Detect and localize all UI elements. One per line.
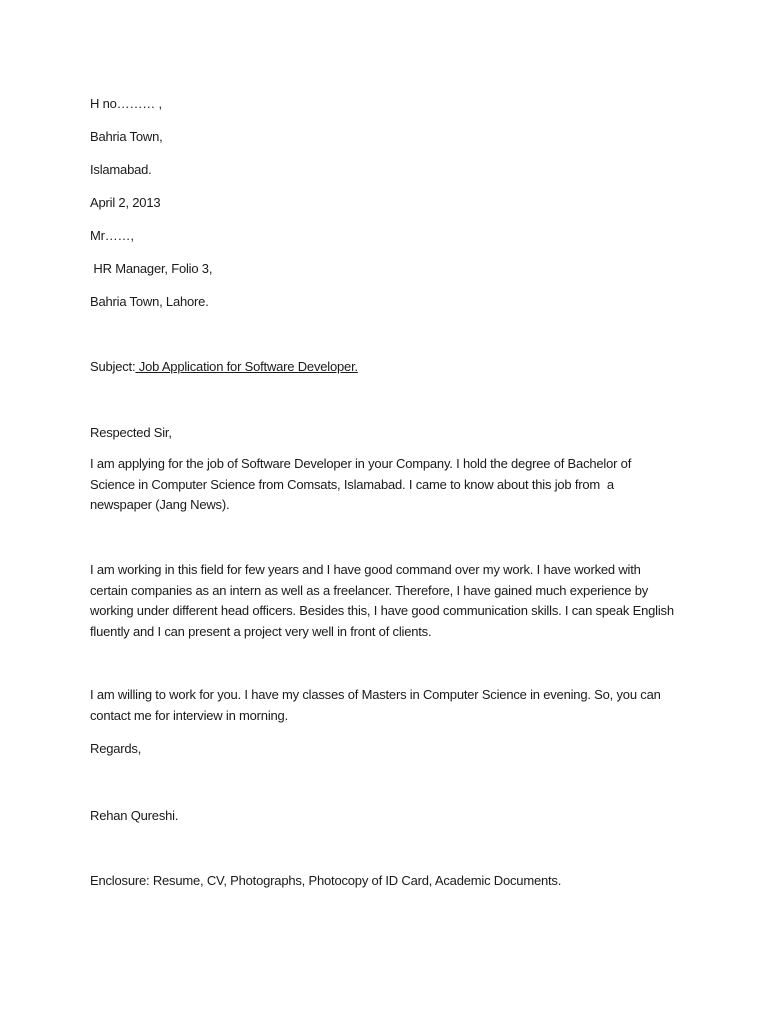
letter-date: April 2, 2013 bbox=[90, 195, 161, 210]
paragraph-line: fluently and I can present a project very well in front of clients. bbox=[90, 623, 432, 639]
recipient-name: Mr……, bbox=[90, 228, 134, 243]
sender-house: H no……… , bbox=[90, 96, 162, 111]
paragraph-line: certain companies as an intern as well as a freelancer. Therefore, I have gained much experience by bbox=[90, 582, 649, 598]
paragraph-line: I am applying for the job of Software Developer in your Company. I hold the degree of Bachelor of bbox=[90, 456, 632, 471]
recipient-address: Bahria Town, Lahore. bbox=[90, 294, 209, 309]
paragraph-line: I am willing to work for you. I have my classes of Masters in Computer Science in evening. So, you can bbox=[90, 687, 661, 702]
paragraph-line: Science in Computer Science from Comsats, Islamabad. I came to know about this job from a bbox=[90, 476, 614, 492]
body-paragraph-3 bbox=[90, 685, 680, 726]
paragraph-line: working under different head officers. Besides this, I have good communication skills. I can speak English bbox=[90, 603, 674, 618]
subject-line bbox=[90, 357, 358, 377]
paragraph-line: newspaper (Jang News). bbox=[90, 497, 230, 512]
salutation: Respected Sir, bbox=[90, 425, 172, 440]
sender-area: Bahria Town, bbox=[90, 129, 163, 144]
closing: Regards, bbox=[90, 741, 142, 756]
body-paragraph-2 bbox=[90, 560, 680, 642]
sender-city: Islamabad. bbox=[90, 162, 152, 177]
recipient-title: HR Manager, Folio 3, bbox=[90, 261, 213, 276]
enclosure: Enclosure: Resume, CV, Photographs, Photocopy of ID Card, Academic Documents. bbox=[90, 873, 562, 888]
paragraph-line: contact me for interview in morning. bbox=[90, 707, 288, 723]
subject-label: Subject: bbox=[90, 359, 136, 374]
signature: Rehan Qureshi. bbox=[90, 808, 179, 823]
paragraph-line: I am working in this field for few years and I have good command over my work. I have worked with bbox=[90, 562, 641, 577]
subject-text: Job Application for Software Developer. bbox=[135, 359, 358, 374]
body-paragraph-1 bbox=[90, 454, 680, 516]
